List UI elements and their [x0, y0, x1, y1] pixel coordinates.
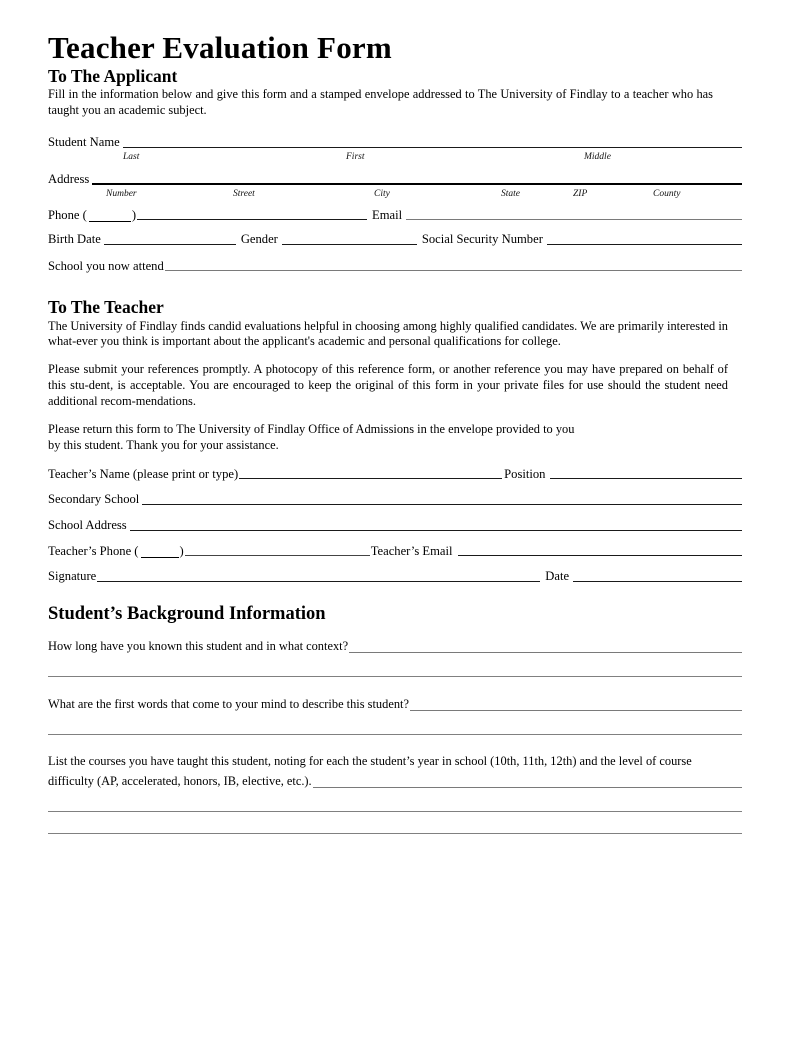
form-content: [48, 32, 742, 834]
signature-input[interactable]: [97, 581, 540, 582]
background-question-3-row: [48, 774, 742, 790]
teacher-email-label: Teacher’s Email: [370, 543, 453, 558]
caption-first: First: [346, 152, 365, 163]
background-answer-3-input[interactable]: [313, 787, 742, 788]
school-attend-row: [48, 260, 742, 274]
background-question-3-line-2: difficulty (AP, accelerated, honors, IB, elective, etc.).: [48, 774, 312, 789]
date-label: Date: [545, 569, 570, 584]
school-attend-label: School you now attend: [48, 258, 164, 273]
teacher-email-input[interactable]: [458, 555, 742, 556]
background-answer-3-line-2[interactable]: [48, 811, 742, 812]
background-answer-2-line-2[interactable]: [48, 734, 742, 735]
ssn-input[interactable]: [547, 244, 742, 245]
gender-input[interactable]: [282, 244, 417, 245]
caption-last: Last: [123, 152, 140, 163]
background-question-1-row: [48, 639, 742, 655]
gender-label: Gender: [240, 232, 278, 247]
secondary-school-row: [48, 493, 742, 507]
teacher-phone-label-close: ): [179, 543, 184, 558]
secondary-school-input[interactable]: [142, 504, 742, 505]
school-address-input[interactable]: [130, 530, 742, 531]
birth-date-input[interactable]: [104, 244, 236, 245]
phone-email-row: [48, 209, 742, 223]
teacher-phone-label: Teacher’s Phone (: [48, 543, 139, 558]
teacher-name-label: Teacher’s Name (please print or type): [48, 466, 239, 481]
teacher-return-line-1: Please return this form to The University of Findlay Office of Admissions in the envelope provided to you: [48, 422, 575, 437]
caption-middle: Middle: [584, 152, 611, 163]
caption-number: Number: [106, 188, 137, 199]
ssn-label: Social Security Number: [421, 232, 543, 247]
secondary-school-label: Secondary School: [48, 492, 140, 507]
phone-area-code-input[interactable]: [89, 210, 131, 222]
teacher-name-row: [48, 468, 742, 482]
phone-label: Phone (: [48, 207, 87, 222]
background-answer-1-line-2[interactable]: [48, 676, 742, 677]
address-captions: [48, 189, 742, 204]
teacher-phone-area-code-input[interactable]: [141, 546, 179, 558]
student-name-captions: [48, 152, 742, 167]
caption-street: Street: [233, 188, 255, 199]
school-address-row: [48, 519, 742, 533]
teacher-paragraph-1: The University of Findlay finds candid evaluations helpful in choosing among highly qualified candidates. We are primarily interested in what-ever you think is important about the applicant's academic and personal qualifications for college.: [48, 318, 728, 349]
signature-date-row: [48, 570, 742, 584]
school-address-label: School Address: [48, 518, 127, 533]
signature-label: Signature: [48, 569, 97, 584]
background-question-3-line-1: List the courses you have taught this student, noting for each the student’s year in school (10th, 11th, 12th) and the level of course: [48, 754, 692, 769]
background-answer-3-line-3[interactable]: [48, 833, 742, 834]
caption-state: State: [501, 188, 520, 199]
caption-city: City: [374, 188, 390, 199]
phone-label-close: ): [131, 207, 137, 222]
caption-county: County: [653, 188, 681, 199]
teacher-paragraph-2: Please submit your references promptly. A photocopy of this reference form, or another reference you may have prepared on behalf of this stu-dent, is acceptable. You are encouraged to keep the original of this form in your private files for use should the student need additional recom-mendations.: [48, 362, 728, 408]
birth-date-label: Birth Date: [48, 232, 101, 247]
section-heading-applicant: To The Applicant: [48, 65, 178, 86]
date-input[interactable]: [573, 581, 742, 582]
student-name-input[interactable]: [123, 147, 742, 148]
birth-gender-ssn-row: [48, 233, 742, 247]
position-label: Position: [504, 466, 546, 481]
email-label: Email: [372, 207, 403, 222]
teacher-phone-email-row: [48, 545, 742, 559]
teacher-name-input[interactable]: [239, 478, 502, 479]
position-input[interactable]: [550, 478, 742, 479]
phone-input[interactable]: [137, 219, 367, 220]
address-input[interactable]: [92, 183, 742, 185]
page-title: Teacher Evaluation Form: [48, 30, 392, 65]
student-name-label: Student Name: [48, 135, 120, 150]
background-answer-1-input[interactable]: [349, 652, 742, 653]
address-row: [48, 173, 742, 187]
background-question-2-row: [48, 697, 742, 713]
teacher-phone-input[interactable]: [185, 555, 370, 556]
caption-zip: ZIP: [573, 188, 588, 199]
section-heading-teacher: To The Teacher: [48, 297, 164, 318]
background-question-2-label: What are the first words that come to your mind to describe this student?: [48, 697, 409, 712]
school-attend-input[interactable]: [165, 270, 742, 271]
background-answer-2-input[interactable]: [410, 710, 742, 711]
address-label: Address: [48, 172, 90, 187]
section-heading-background: Student’s Background Information: [48, 603, 326, 624]
background-question-1-label: How long have you known this student and in what context?: [48, 639, 349, 654]
student-name-row: [48, 136, 742, 150]
applicant-intro-text: Fill in the information below and give this form and a stamped envelope addressed to The University of Findlay to a teacher who has taught you an academic subject.: [48, 86, 713, 117]
teacher-return-line-2: by this student. Thank you for your assistance.: [48, 438, 279, 453]
email-input[interactable]: [406, 219, 742, 220]
